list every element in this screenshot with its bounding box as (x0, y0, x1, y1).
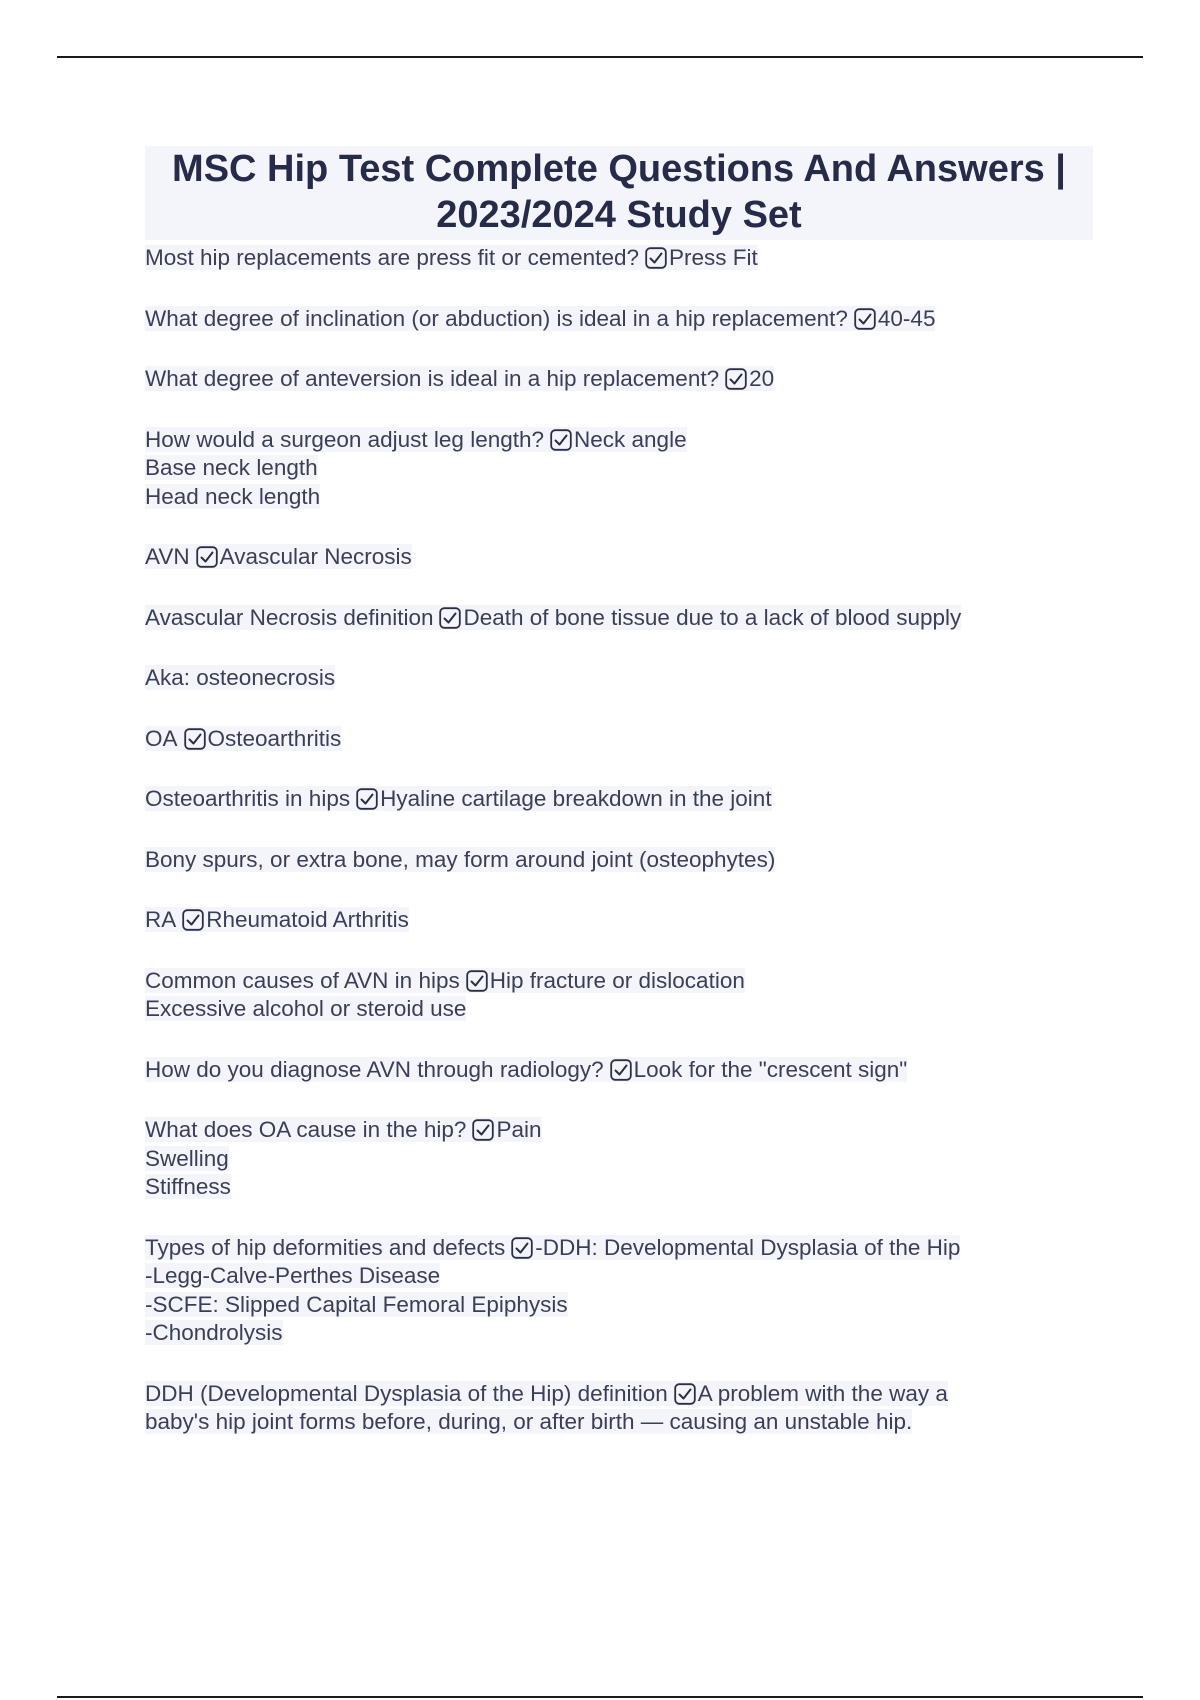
question-text: Common causes of AVN in hips (145, 967, 460, 993)
qa-item (145, 1116, 1093, 1202)
question-text: Avascular Necrosis definition (145, 604, 434, 630)
checkbox-check-icon (725, 368, 747, 390)
checkbox-check-icon (472, 1119, 494, 1141)
answer-continuation-line (145, 454, 1093, 483)
question-text: What degree of inclination (or abduction) is ideal in a hip replacement? (145, 305, 848, 331)
qa-item (145, 1056, 1093, 1085)
checkbox-check-icon (196, 546, 218, 568)
qa-item (145, 785, 1093, 814)
qa-highlight (145, 847, 775, 872)
answer-text: Look for the "crescent sign" (633, 1056, 908, 1082)
qa-first-line (145, 604, 1093, 633)
qa-first-line (145, 785, 1093, 814)
qa-first-line (145, 426, 1093, 455)
checkbox-check-icon (184, 728, 206, 750)
qa-highlight (145, 968, 745, 993)
qa-first-line (145, 1056, 1093, 1085)
qa-first-line (145, 543, 1093, 572)
qa-first-line (145, 846, 1093, 875)
question-text: RA (145, 907, 177, 932)
question-text: How do you diagnose AVN through radiology? (145, 1056, 604, 1082)
answer-continuation-line (145, 1262, 1093, 1291)
qa-highlight (145, 544, 412, 569)
qa-highlight (145, 306, 935, 331)
answer-text: Aka: osteonecrosis (145, 665, 336, 690)
qa-first-line (145, 664, 1093, 693)
qa-item (145, 846, 1093, 875)
qa-first-line (145, 305, 1093, 334)
qa-highlight (145, 366, 774, 391)
answer-text: Press Fit (668, 245, 758, 270)
answer-text: Rheumatoid Arthritis (206, 907, 409, 932)
answer-text: 20 (749, 366, 775, 391)
answer-continuation-line (145, 1291, 1093, 1320)
answer-text: Avascular Necrosis (219, 544, 412, 569)
answer-continuation-line (145, 483, 1093, 512)
answer-text: Death of bone tissue due to a lack of blood supply (463, 604, 962, 630)
answer-text: Pain (496, 1117, 542, 1142)
qa-highlight (145, 245, 758, 270)
qa-item (145, 543, 1093, 572)
qa-first-line (145, 725, 1093, 754)
qa-first-line (145, 1116, 1093, 1145)
answer-text: baby's hip joint forms before, during, or after birth — causing an unstable hip. (145, 1409, 913, 1434)
qa-item (145, 664, 1093, 693)
answer-text: Swelling (145, 1145, 229, 1171)
qa-highlight (145, 907, 409, 932)
question-text: Most hip replacements are press fit or cemented? (145, 245, 639, 270)
qa-highlight (145, 605, 961, 630)
qa-first-line (145, 1234, 1093, 1263)
answer-text: Stiffness (145, 1174, 231, 1199)
answer-text: Hip fracture or dislocation (489, 967, 745, 993)
top-rule (57, 56, 1143, 58)
document-title: MSC Hip Test Complete Questions And Answers | 2023/2024 Study Set (145, 146, 1093, 240)
qa-highlight (145, 1117, 542, 1142)
answer-text: -SCFE: Slipped Capital Femoral Epiphysis (145, 1291, 568, 1317)
qa-first-line (145, 365, 1093, 394)
document-body (145, 146, 1093, 1469)
bottom-rule (57, 1696, 1143, 1698)
qa-first-line (145, 1380, 1093, 1409)
answer-text: A problem with the way a (697, 1380, 948, 1406)
answer-continuation-line (145, 1145, 1093, 1174)
qa-first-line (145, 967, 1093, 996)
qa-item (145, 1234, 1093, 1348)
answer-text: Osteoarthritis (207, 725, 342, 751)
checkbox-check-icon (356, 788, 378, 810)
qa-highlight (145, 726, 341, 751)
qa-list (145, 244, 1093, 1437)
checkbox-check-icon (550, 429, 572, 451)
checkbox-check-icon (854, 308, 876, 330)
qa-item (145, 725, 1093, 754)
question-text: What does OA cause in the hip? (145, 1117, 467, 1142)
answer-text: Base neck length (145, 455, 318, 480)
qa-item (145, 305, 1093, 334)
answer-text: -Legg-Calve-Perthes Disease (145, 1263, 441, 1288)
checkbox-check-icon (439, 607, 461, 629)
question-text: OA (145, 725, 178, 751)
answer-text: -DDH: Developmental Dysplasia of the Hip (535, 1234, 961, 1260)
question-text: AVN (145, 544, 190, 569)
answer-text: Head neck length (145, 483, 321, 509)
qa-first-line (145, 244, 1093, 273)
qa-highlight (145, 665, 335, 690)
answer-text: Neck angle (574, 426, 687, 452)
qa-highlight (145, 1381, 948, 1406)
answer-text: Bony spurs, or extra bone, may form around joint (osteophytes) (145, 846, 776, 872)
answer-text: -Chondrolysis (145, 1320, 283, 1345)
answer-text: Excessive alcohol or steroid use (145, 996, 467, 1021)
checkbox-check-icon (182, 909, 204, 931)
answer-continuation-line (145, 1173, 1093, 1202)
qa-item (145, 906, 1093, 935)
qa-item (145, 244, 1093, 273)
qa-item (145, 967, 1093, 1024)
qa-highlight (145, 1235, 960, 1260)
qa-highlight (145, 786, 772, 811)
checkbox-check-icon (610, 1059, 632, 1081)
checkbox-check-icon (466, 970, 488, 992)
qa-first-line (145, 906, 1093, 935)
checkbox-check-icon (511, 1237, 533, 1259)
question-text: Osteoarthritis in hips (145, 786, 351, 811)
qa-highlight (145, 1057, 907, 1082)
qa-item (145, 604, 1093, 633)
qa-item (145, 1380, 1093, 1437)
answer-continuation-line (145, 1408, 1093, 1437)
question-text: Types of hip deformities and defects (145, 1234, 506, 1260)
qa-item (145, 426, 1093, 512)
answer-text: 40-45 (877, 305, 936, 331)
checkbox-check-icon (645, 247, 667, 269)
answer-text: Hyaline cartilage breakdown in the joint (380, 786, 772, 811)
question-text: How would a surgeon adjust leg length? (145, 426, 545, 452)
question-text: DDH (Developmental Dysplasia of the Hip) definition (145, 1380, 668, 1406)
qa-highlight (145, 427, 687, 452)
answer-continuation-line (145, 995, 1093, 1024)
answer-continuation-line (145, 1319, 1093, 1348)
checkbox-check-icon (674, 1383, 696, 1405)
qa-item (145, 365, 1093, 394)
question-text: What degree of anteversion is ideal in a hip replacement? (145, 366, 720, 391)
